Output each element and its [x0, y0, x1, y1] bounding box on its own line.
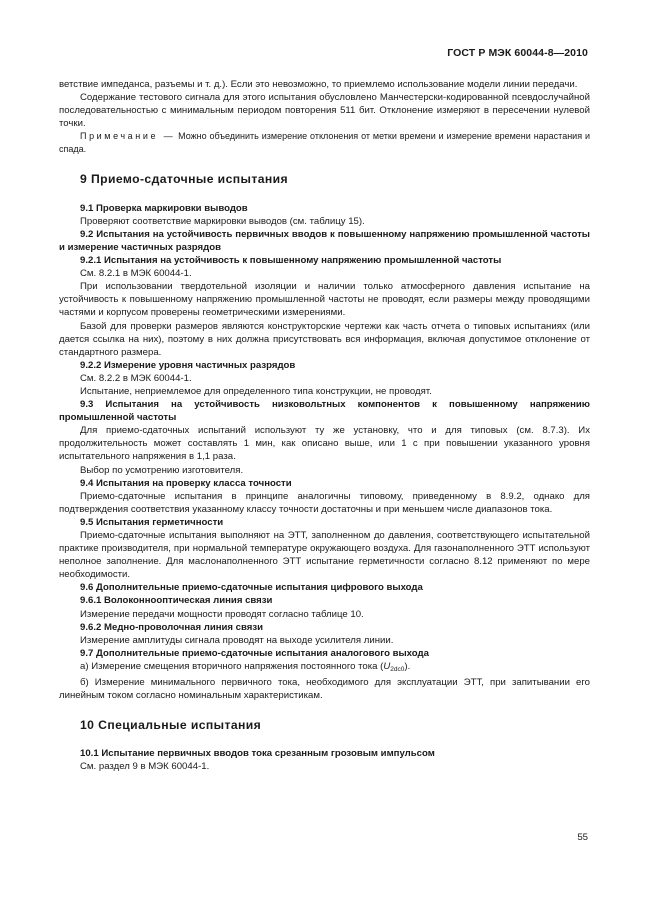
section-10-heading: 10 Специальные испытания — [80, 718, 262, 733]
note — [59, 130, 590, 155]
section-9-heading: 9 Приемо-сдаточные испытания — [80, 171, 289, 186]
subsection-9-2-2-text: Испытание, неприемлемое для определенного типа конструкции, не проводят. — [80, 385, 432, 397]
subsection-9-1-text: Проверяют соответствие маркировки выводов (см. таблицу 15). — [80, 215, 365, 227]
item-a-end: ). — [404, 660, 411, 672]
subsection-9-7-title: 9.7 Дополнительные приемо-сдаточные испытания аналогового выхода — [80, 647, 429, 659]
subsection-9-6-2-text: Измерение амплитуды сигнала проводят на выходе усилителя линии. — [80, 634, 394, 646]
subsection-9-2-1-ref: См. 8.2.1 в МЭК 60044-1. — [80, 268, 192, 280]
item-a-text: а) Измерение смещения вторичного напряжения постоянного тока ( — [80, 660, 384, 672]
subsection-9-4-title: 9.4 Испытания на проверку класса точности — [80, 477, 292, 489]
page-number: 55 — [577, 832, 588, 843]
subsection-9-4-text: Приемо-сдаточные испытания в принципе аналогичны типовому, приведенному в 8.9.2, однако для подтверждения соответствия указанному классу точности достаточны и при меньшем числе диапазонов тока. — [59, 490, 590, 515]
voltage-symbol: U — [383, 660, 391, 672]
subsection-9-3-para-1: Для приемо-сдаточных испытаний используют ту же установку, что и для типовых (см. 8.7.3). Их продолжительность может составлять 1 мин, как описано выше, или 1 с при повышении указанного уровня испытательного напряжения в 1,1 раза. — [59, 425, 590, 463]
voltage-subscript: 2dc0 — [390, 665, 405, 673]
subsection-10-1-text: См. раздел 9 в МЭК 60044-1. — [80, 761, 210, 773]
subsection-9-6-1-title: 9.6.1 Волоконнооптическая линия связи — [80, 595, 273, 607]
standard-header: ГОСТ Р МЭК 60044-8—2010 — [447, 47, 588, 59]
subsection-9-7-item-a — [59, 660, 590, 676]
note-label: Примечание — — [80, 131, 176, 142]
subsection-9-1-title: 9.1 Проверка маркировки выводов — [80, 202, 248, 214]
subsection-9-2-2-ref: См. 8.2.2 в МЭК 60044-1. — [80, 372, 192, 384]
subsection-9-2-2-title: 9.2.2 Измерение уровня частичных разрядов — [80, 359, 296, 371]
note-text: Можно объединить измерение отклонения от метки времени и измерение времени нарастания и спада. — [59, 131, 590, 154]
subsection-9-5-title: 9.5 Испытания герметичности — [80, 516, 224, 528]
subsection-9-2-1-para-2: Базой для проверки размеров являются конструкторские чертежи как часть отчета о типовых испытаниях (или дается ссылка на них), поэтому в них должна присутствовать вся информация, включая допустимое отклонение от стандартного размера. — [59, 320, 590, 358]
subsection-9-6-title: 9.6 Дополнительные приемо-сдаточные испытания цифрового выхода — [80, 582, 423, 594]
subsection-9-6-2-title: 9.6.2 Медно-проволочная линия связи — [80, 621, 264, 633]
intro-paragraph-continued: ветствие импеданса, разъемы и т. д.). Если это невозможно, то приемлемо использование модели линии передачи. — [59, 79, 578, 90]
subsection-9-5-text: Приемо-сдаточные испытания выполняют на ЭТТ, заполненном до давления, соответствующего испытательной практике производителя, при нормальной температуре окружающего воздуха. Для газонаполненного ЭТТ используют неполное заполнение. Для маслонаполненного ЭТТ испытание герметичности согласно 8.12 применяют по мере необходимости. — [59, 530, 590, 581]
subsection-9-2-1-title: 9.2.1 Испытания на устойчивость к повышенному напряжению промышленной частоты — [80, 255, 502, 267]
subsection-9-6-1-text: Измерение передачи мощности проводят согласно таблице 10. — [80, 608, 364, 620]
subsection-9-3-title: 9.3 Испытания на устойчивость низковольтных компонентов к повышенному напряжению промышленной частоты — [59, 399, 590, 424]
page-content — [59, 78, 590, 774]
intro-paragraph: Содержание тестового сигнала для этого испытания обусловлено Манчестерски-кодированной псевдослучайной последовательностью с минимальным периодом повторения 511 бит. Отклонение измеряют в пересечении нулевой точки. — [59, 92, 590, 130]
subsection-10-1-title: 10.1 Испытание первичных вводов тока срезанным грозовым импульсом — [80, 748, 435, 760]
subsection-9-2-title: 9.2 Испытания на устойчивость первичных вводов к повышенному напряжению промышленной частоты и измерение частичных разрядов — [59, 228, 590, 253]
subsection-9-3-para-2: Выбор по усмотрению изготовителя. — [80, 464, 244, 476]
subsection-9-2-1-para-1: При использовании твердотельной изоляции и наличии только атмосферного давления испытание на устойчивость к повышенному напряжению промышленной частоты не проводят, если размеры между проводящими частями и корпусом проверены геометрическими измерениями. — [59, 281, 590, 319]
subsection-9-7-item-b: б) Измерение минимального первичного тока, необходимого для эксплуатации ЭТТ, при запитывании его линейным током согласно номинальным характеристикам. — [59, 677, 590, 702]
